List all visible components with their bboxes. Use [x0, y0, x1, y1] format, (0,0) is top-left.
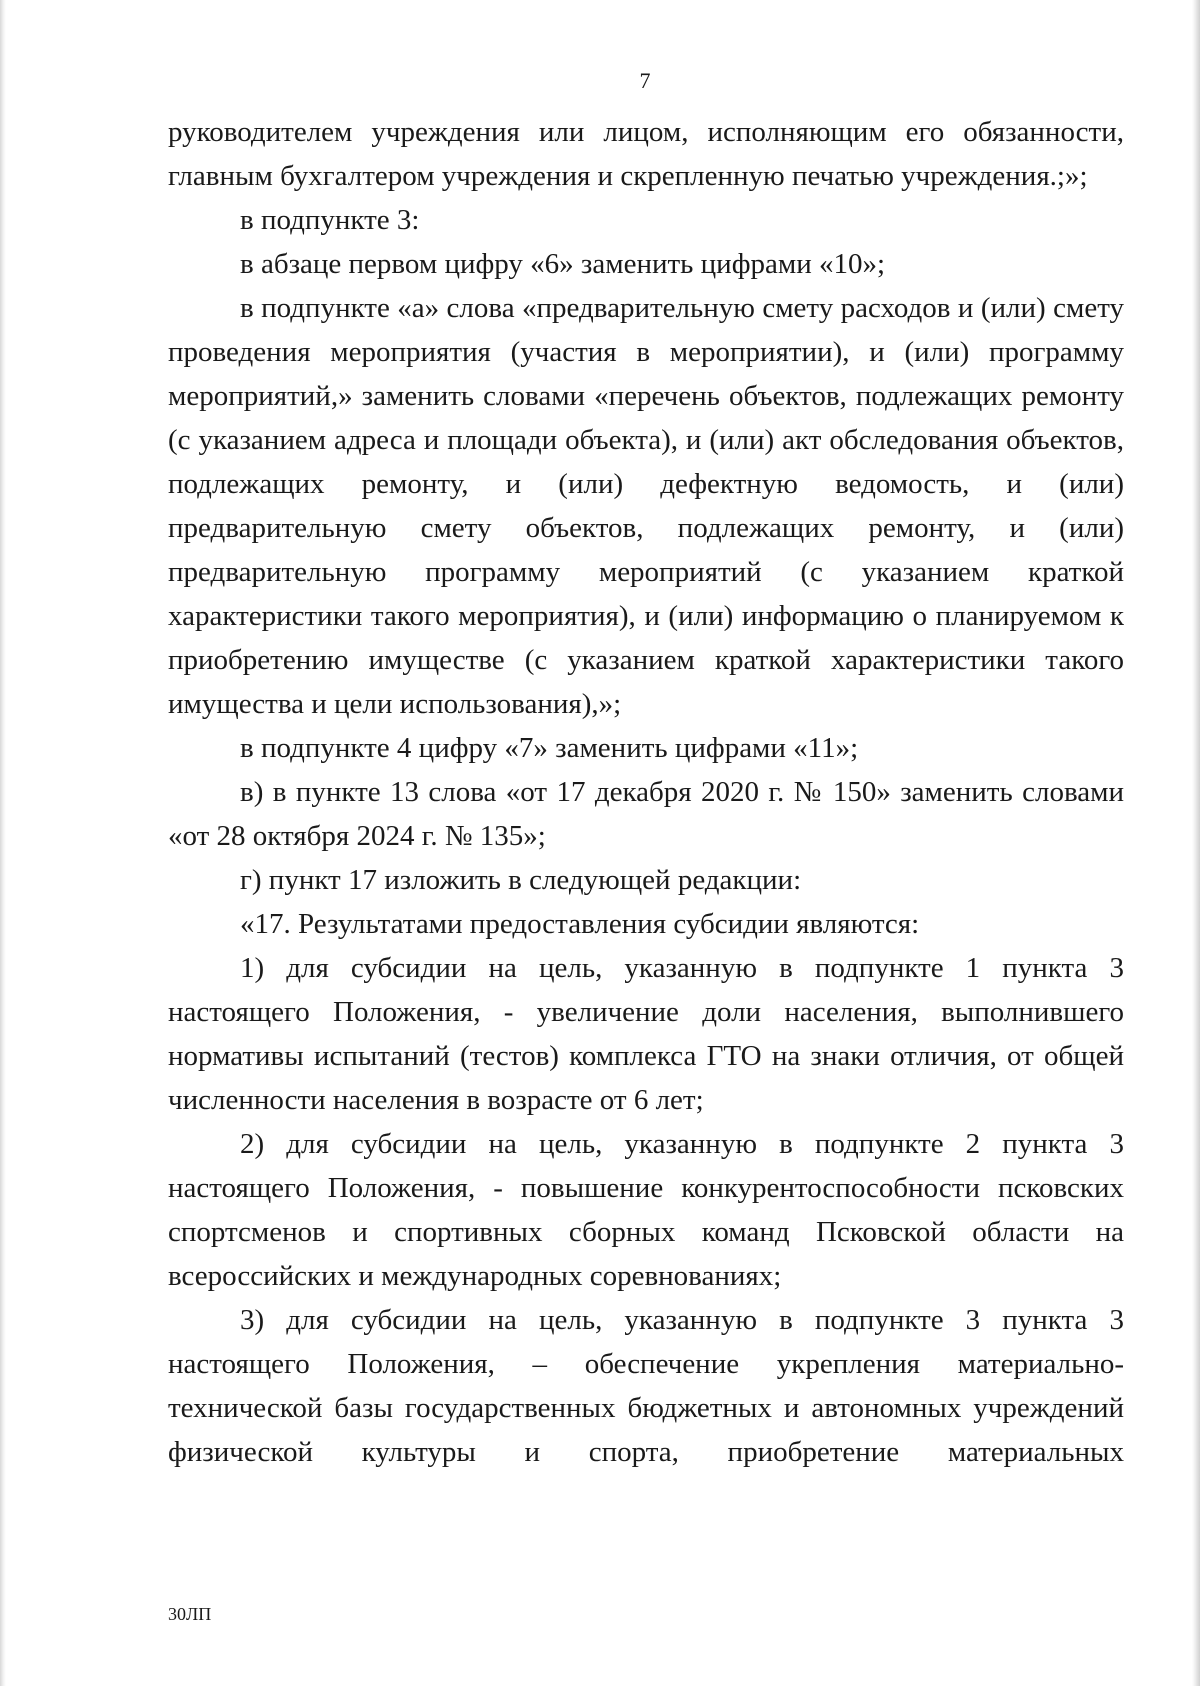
paragraph-result-1: 1) для субсидии на цель, указанную в подпункте 1 пункта 3 настоящего Положения, - увеличение доли населения, выполнившего нормативы испытаний (тестов) комплекса ГТО на знаки отличия, от общей численности населения в возрасте от 6 лет; [168, 952, 1124, 1116]
paragraph-first-abzac: в абзаце первом цифру «6» заменить цифрами «10»; [240, 248, 886, 280]
paragraph-result-3: 3) для субсидии на цель, указанную в подпункте 3 пункта 3 настоящего Положения, – обеспечение укрепления материально-технической базы государственных бюджетных и автономных учреждений физической культуры и спорта, приобретение материальных [168, 1304, 1124, 1468]
footer-document-code: 30ЛП [168, 1604, 212, 1624]
scan-edge-left [0, 0, 6, 1686]
paragraph-subitem-a: в подпункте «а» слова «предварительную смету расходов и (или) смету проведения мероприятия (участия в мероприятии), и (или) программу мероприятий,» заменить словами «перечень объектов, подлежащих ремонту (с указанием адреса и площади объекта), и (или) акт обследования объектов, подлежащих ремонту, и (или) дефектную ведомость, и (или) предварительную смету объектов, подлежащих ремонту, и (или) предварительную программу мероприятий (с указанием краткой характеристики такого мероприятия), и (или) информацию о планируемом к приобретению имуществе (с указанием краткой характеристики такого имущества и цели использования),»; [168, 292, 1124, 720]
paragraph-continuation: руководителем учреждения или лицом, исполняющим его обязанности, главным бухгалтером учреждения и скрепленную печатью учреждения.;»; [168, 116, 1124, 192]
paragraph-item-g: г) пункт 17 изложить в следующей редакции: [240, 864, 802, 896]
paragraph-result-2: 2) для субсидии на цель, указанную в подпункте 2 пункта 3 настоящего Положения, - повышение конкурентоспособности псковских спортсменов и спортивных сборных команд Псковской области на всероссийских и международных соревнованиях; [168, 1128, 1124, 1292]
scan-edge-right [1192, 0, 1200, 1686]
paragraph-item-v: в) в пункте 13 слова «от 17 декабря 2020 г. № 150» заменить словами «от 28 октября 2024 г. № 135»; [168, 776, 1124, 852]
document-body [168, 110, 1124, 1474]
page-number: 7 [639, 68, 651, 93]
paragraph-subitem-3-heading: в подпункте 3: [240, 204, 420, 236]
paragraph-subitem-4: в подпункте 4 цифру «7» заменить цифрами «11»; [240, 732, 859, 764]
paragraph-point-17: «17. Результатами предоставления субсидии являются: [240, 908, 920, 940]
